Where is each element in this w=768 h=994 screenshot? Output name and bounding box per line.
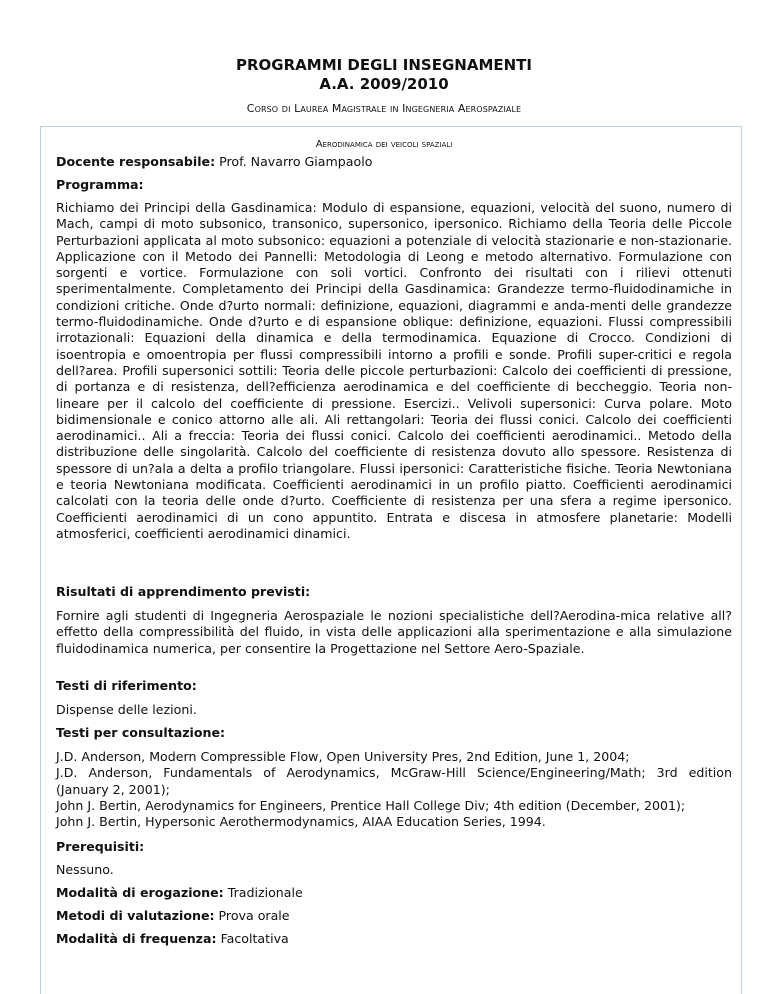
prerequisiti-section <box>56 862 732 878</box>
docente-label: Docente responsabile: <box>56 154 216 169</box>
reference-item: J.D. Anderson, Fundamentals of Aerodynamics, McGraw-Hill Science/Engineering/Math; 3rd edition (January 2, 2001); <box>56 765 732 797</box>
programma-heading <box>56 177 732 193</box>
consultazione-section <box>56 749 732 830</box>
page-header <box>0 56 768 116</box>
erogazione-row <box>56 885 732 901</box>
testi-text: Dispense delle lezioni. <box>56 702 197 717</box>
testi-heading <box>56 678 732 694</box>
risultati-text: Fornire agli studenti di Ingegneria Aerospaziale le nozioni specialistiche dell?Aerodina-mica relative all?effetto della compressibilità del fluido, in vista delle applicazioni alla sperimentazione e alla simulazione fluidodinamica numerica, per consentire la Progettazione nel Settore Aero-Spaziale. <box>56 608 732 656</box>
docente-value: Prof. Navarro Giampaolo <box>219 154 373 169</box>
valutazione-row <box>56 908 732 924</box>
risultati-heading <box>56 584 732 600</box>
valutazione-value: Prova orale <box>218 908 290 923</box>
risultati-label: Risultati di apprendimento previsti: <box>56 584 311 599</box>
programma-label: Programma: <box>56 177 144 192</box>
frequenza-row <box>56 931 732 947</box>
prerequisiti-label: Prerequisiti: <box>56 839 145 854</box>
consultazione-heading <box>56 725 732 741</box>
course-of-study: Corso di Laurea Magistrale in Ingegneria Aerospaziale <box>246 102 522 115</box>
academic-year: A.A. 2009/2010 <box>319 75 449 93</box>
prerequisiti-heading <box>56 839 732 855</box>
testi-label: Testi di riferimento: <box>56 678 197 693</box>
testi-section <box>56 702 732 718</box>
valutazione-label: Metodi di valutazione: <box>56 908 215 923</box>
consultazione-label: Testi per consultazione: <box>56 725 226 740</box>
risultati-section <box>56 608 732 657</box>
prerequisiti-text: Nessuno. <box>56 862 114 877</box>
erogazione-value: Tradizionale <box>227 885 303 900</box>
erogazione-label: Modalità di erogazione: <box>56 885 224 900</box>
reference-item: John J. Bertin, Aerodynamics for Engineers, Prentice Hall College Div; 4th edition (December, 2001); <box>56 797 686 813</box>
course-title: Aerodinamica dei veicoli spaziali <box>315 139 453 150</box>
reference-item: John J. Bertin, Hypersonic Aerothermodynamics, AIAA Education Series, 1994. <box>56 814 546 830</box>
page-title: PROGRAMMI DEGLI INSEGNAMENTI <box>236 56 532 74</box>
reference-item: J.D. Anderson, Modern Compressible Flow, Open University Pres, 2nd Edition, June 1, 2004; <box>56 749 630 764</box>
programma-text: Richiamo dei Principi della Gasdinamica: Modulo di espansione, equazioni, velocità del suono, numero di Mach, campi di moto subsonico, transonico, supersonico, ipersonico. Richiamo della Teoria delle Piccole Perturbazioni applicata al moto subsonico: equazioni a potenziale di velocità stazionarie e non-stazionarie. Applicazione con il Metodo dei Pannelli: Metodologia di Leong e metodo alternativo. Formulazione con sorgenti e vortice. Formulazione con soli vortici. Confronto dei risultati con i rilievi ottenuti sperimentalmente. Completamento dei Principi della Gasdinamica: Grandezze termo-fluidodinamiche in condizioni critiche. Onde d?urto normali: definizione, equazioni, diagrammi e anda-menti delle grandezze termo-fluidodinamiche. Onde d?urto e di espansione oblique: definizione, equazioni. Flussi compressibili irrotazionali: Equazioni della dinamica e della termodinamica. Equazione di Crocco. Condizioni di isoentropia e omoentropia per flussi compressibili intorno a profili e sonde. Profili super-critici e regola dell?area. Profili supersonici sottili: Teoria delle piccole perturbazioni: Calcolo dei coefficienti di pressione, di portanza e di resistenza, dell?efficienza aerodinamica e del coefficiente di beccheggio. Teoria non-lineare per il calcolo del coefficiente di pressione. Esercizi.. Velivoli supersonici: Curva polare. Moto bidimensionale e conico attorno alle ali. Ali rettangolari: Teoria dei flussi conici. Calcolo dei coefficienti aerodinamici.. Ali a freccia: Teoria dei flussi conici. Calcolo dei coefficienti aerodinamici.. Metodo della distribuzione delle singolarità. Calcolo del coefficiente di resistenza dovuto allo spessore. Resistenza di spessore di un?ala a delta a profilo triangolare. Flussi ipersonici: Caratteristiche fisiche. Teoria Newtoniana e teoria Newtoniana modificata. Coefficienti aerodinamici in un profilo piatto. Coefficienti aerodinamici calcolati con la teoria delle onde d?urto. Coefficiente di resistenza per una sfera a regime ipersonico. Coefficienti aerodinamici di un cono appuntito. Entrata e discesa in atmosfere planetarie: Modelli atmosferici, coefficienti aerodinamici dinamici. <box>56 200 732 541</box>
docente-row <box>56 154 732 170</box>
frequenza-value: Facoltativa <box>220 931 289 946</box>
frequenza-label: Modalità di frequenza: <box>56 931 217 946</box>
programma-section <box>56 200 732 542</box>
